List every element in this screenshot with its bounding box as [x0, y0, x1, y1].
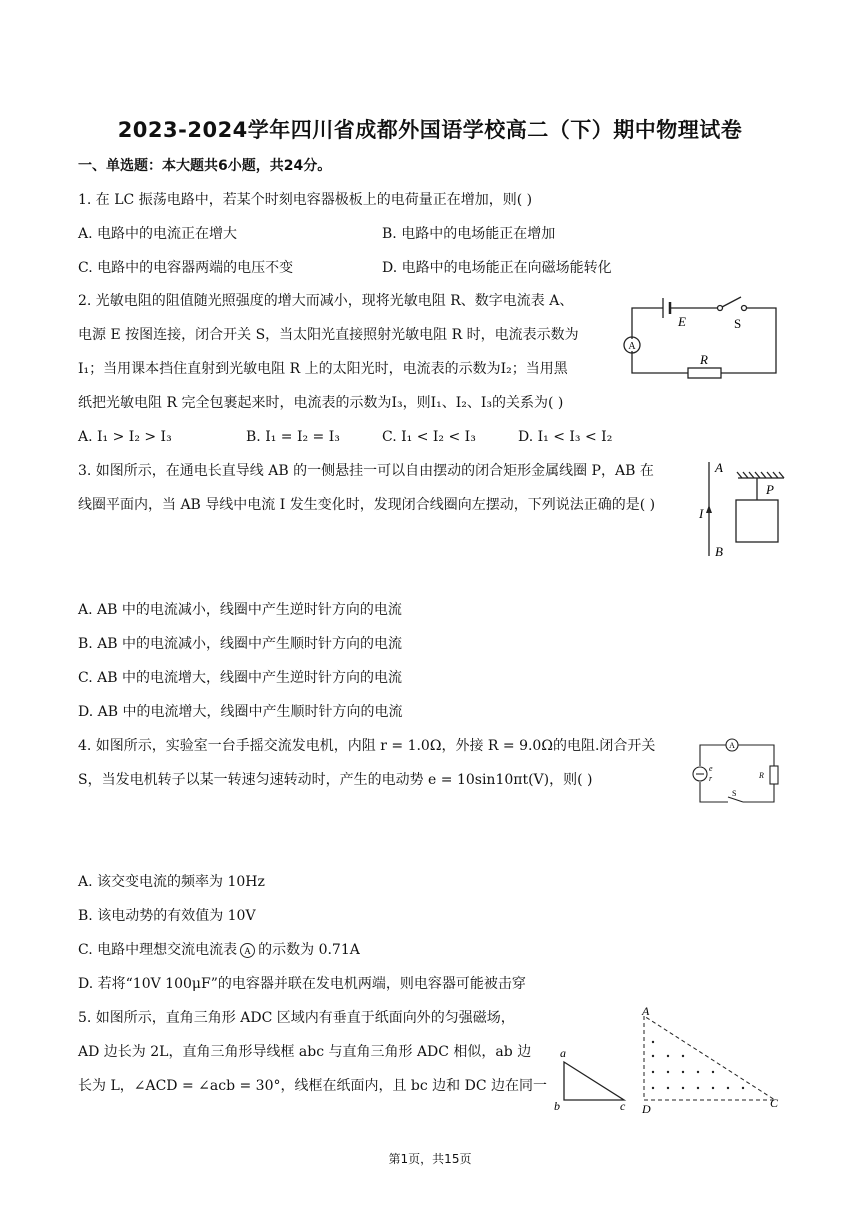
q2-line-2: 电源 E 按图连接，闭合开关 S，当太阳光直接照射光敏电阻 R 时，电流表示数为 [78, 327, 579, 343]
q4-option-c-text-2: 的示数为 0.71A [258, 942, 360, 958]
q2-circuit-diagram [618, 288, 788, 388]
q1-option-c: C. 电路中的电容器两端的电压不变 [78, 260, 294, 276]
page-title: 2023-2024学年四川省成都外国语学校高二（下）期中物理试卷 [117, 118, 743, 142]
q2-option-d: D. I₁ < I₃ < I₂ [518, 429, 613, 445]
q3-label-a: A [715, 460, 723, 475]
q4-circuit-diagram [690, 736, 786, 810]
q2-ammeter-label: A [628, 341, 636, 352]
q5-label-b-small: b [554, 1099, 560, 1113]
q4-line-2: S，当发电机转子以某一转速匀速转动时，产生的电动势 e = 10sin10πt(V)，则( ) [78, 772, 593, 788]
q3-option-c: C. AB 中的电流增大，线圈中产生逆时针方向的电流 [78, 670, 402, 686]
q1-stem: 1. 在 LC 振荡电路中，若某个时刻电容器极板上的电荷量正在增加，则( ) [78, 192, 533, 208]
q3-line-2: 线圈平面内，当 AB 导线中电流 I 发生变化时，发现闭合线圈向左摆动，下列说法正确的是( ) [78, 497, 656, 513]
q2-option-b: B. I₁ = I₂ = I₃ [246, 429, 340, 445]
q2-line-3: I₁；当用课本挡住直射到光敏电阻 R 上的太阳光时，电流表的示数为I₂；当用黑 [78, 361, 568, 377]
q4-option-c [78, 940, 360, 960]
q4-r-label: r [709, 774, 713, 783]
q4-option-c-text-1: C. 电路中理想交流电流表 [78, 942, 238, 958]
q2-line-1: 2. 光敏电阻的阻值随光照强度的增大而减小，现将光敏电阻 R、数字电流表 A、 [78, 293, 574, 309]
q4-option-a: A. 该交变电流的频率为 10Hz [78, 874, 265, 890]
q3-wire-coil-diagram [696, 456, 796, 564]
page-footer: 第1页，共15页 [388, 1152, 472, 1166]
q5-line-1: 5. 如图所示，直角三角形 ADC 区域内有垂直于纸面向外的匀强磁场， [78, 1010, 515, 1026]
q5-label-c-small: c [620, 1099, 626, 1113]
q5-label-d-big: D [642, 1102, 651, 1116]
q2-line-4: 纸把光敏电阻 R 完全包裹起来时，电流表的示数为I₃，则I₁、I₂、I₃的关系为( ) [78, 395, 564, 411]
q3-label-p: P [766, 482, 774, 497]
q5-label-c-big: C [770, 1096, 779, 1110]
q3-option-b: B. AB 中的电流减小，线圈中产生顺时针方向的电流 [78, 636, 403, 652]
q4-ammeter-label: A [729, 741, 735, 750]
q2-source-label: E [678, 314, 686, 329]
q5-triangle-diagram [550, 1000, 790, 1118]
q2-resistor-label: R [700, 352, 708, 367]
q4-switch-label: S [732, 789, 737, 798]
q1-option-a: A. 电路中的电流正在增大 [78, 226, 238, 242]
q3-line-1: 3. 如图所示，在通电长直导线 AB 的一侧悬挂一可以自由摆动的闭合矩形金属线圈 P，AB 在 [78, 463, 654, 479]
q4-option-b: B. 该电动势的有效值为 10V [78, 908, 256, 924]
q2-option-a: A. I₁ > I₂ > I₃ [78, 429, 172, 445]
q4-resistor-label: R [759, 771, 764, 780]
q1-option-b: B. 电路中的电场能正在增加 [382, 226, 556, 242]
q3-label-b: B [715, 544, 723, 559]
q5-label-a-big: A [642, 1004, 650, 1018]
q2-switch-label: S [734, 316, 742, 331]
q4-inline-ammeter-label: A [244, 945, 251, 956]
q5-label-a-small: a [560, 1046, 566, 1060]
q3-label-i: I [699, 506, 704, 521]
q4-source-label: e [709, 764, 713, 773]
q4-option-d: D. 若将“10V 100μF”的电容器并联在发电机两端，则电容器可能被击穿 [78, 976, 526, 992]
section-heading: 一、单选题：本大题共6小题，共24分。 [78, 158, 332, 174]
q3-option-a: A. AB 中的电流减小，线圈中产生逆时针方向的电流 [78, 602, 402, 618]
q5-line-3: 长为 L，∠ACD = ∠acb = 30°，线框在纸面内，且 bc 边和 DC 边在同一 [78, 1078, 548, 1094]
q5-line-2: AD 边长为 2L，直角三角形导线框 abc 与直角三角形 ADC 相似，ab 边 [78, 1044, 532, 1060]
ammeter-icon [239, 942, 256, 959]
q1-option-d: D. 电路中的电场能正在向磁场能转化 [382, 260, 612, 276]
q3-option-d: D. AB 中的电流增大，线圈中产生顺时针方向的电流 [78, 704, 403, 720]
q2-option-c: C. I₁ < I₂ < I₃ [382, 429, 476, 445]
q4-line-1: 4. 如图所示，实验室一台手摇交流发电机，内阻 r = 1.0Ω，外接 R = 9.0Ω的电阻.闭合开关 [78, 738, 656, 754]
